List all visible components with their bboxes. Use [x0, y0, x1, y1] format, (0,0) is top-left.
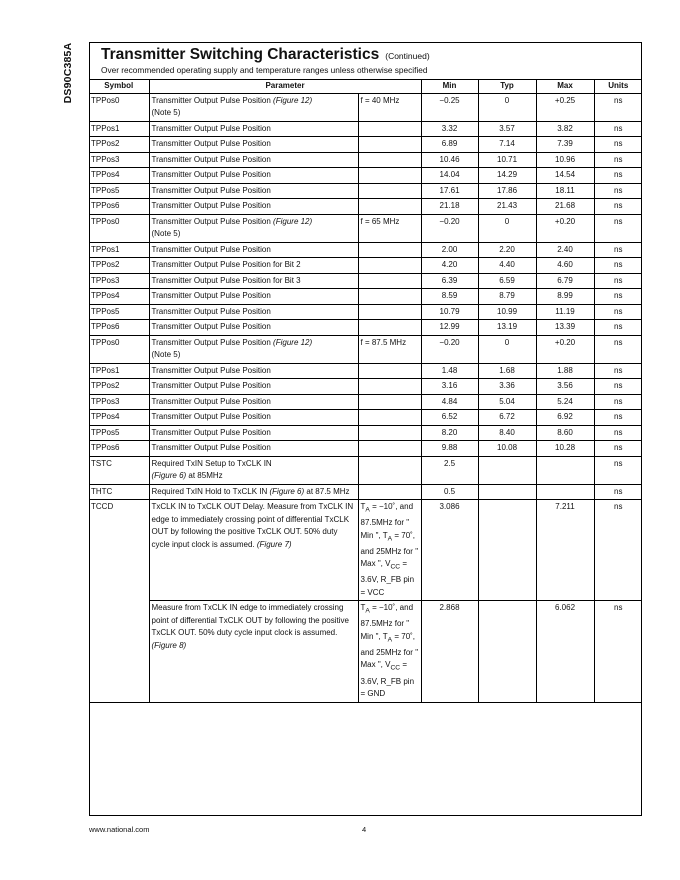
param-text: Transmitter Output Pulse Position — [151, 139, 271, 148]
symbol-cell: TPPos0 — [89, 214, 149, 242]
symbol-cell: TPPos3 — [89, 394, 149, 410]
note-ref: (Note 5) — [151, 350, 181, 359]
symbol-cell: TPPos2 — [89, 258, 149, 274]
condition-cell — [358, 183, 421, 199]
parameter-cell — [149, 289, 358, 305]
condition-cell — [358, 289, 421, 305]
parameter-cell — [149, 304, 358, 320]
figure-ref: (Figure 12) — [273, 216, 313, 226]
symbol-cell: TPPos6 — [89, 320, 149, 336]
max-cell: 6.79 — [536, 273, 594, 289]
min-cell: 2.868 — [421, 601, 478, 702]
units-cell: ns — [594, 363, 642, 379]
note-ref: (Note 5) — [151, 108, 181, 117]
typ-cell: 13.19 — [478, 320, 536, 336]
symbol-cell: TPPos0 — [89, 93, 149, 121]
typ-cell: 17.86 — [478, 183, 536, 199]
min-cell: −0.20 — [421, 335, 478, 363]
parameter-cell — [149, 93, 358, 121]
footer-page-number: 4 — [362, 825, 367, 834]
min-cell: 1.48 — [421, 363, 478, 379]
param-tail: at 85MHz — [186, 471, 223, 480]
parameter-cell — [149, 601, 358, 702]
title-text: Transmitter Switching Characteristics — [101, 46, 380, 63]
table-row-thtc — [89, 484, 642, 500]
condition-cell — [358, 273, 421, 289]
param-text: Transmitter Output Pulse Position — [151, 244, 271, 254]
units-cell: ns — [594, 214, 642, 242]
max-cell: 14.54 — [536, 168, 594, 184]
condition-cell: f = 87.5 MHz — [358, 335, 421, 363]
max-cell: +0.25 — [536, 93, 594, 121]
symbol-cell: TPPos5 — [89, 425, 149, 441]
min-cell: 3.086 — [421, 500, 478, 601]
parameter-cell — [149, 379, 358, 395]
param-text: Transmitter Output Pulse Position — [151, 412, 271, 421]
typ-cell: 0 — [478, 214, 536, 242]
units-cell: ns — [594, 320, 642, 336]
min-cell: 12.99 — [421, 320, 478, 336]
table-row — [89, 93, 642, 121]
cond-tail: = 3.6V, R_FB pin = GND — [360, 660, 415, 699]
param-text: Required TxIN Setup to TxCLK IN — [151, 458, 272, 468]
typ-cell: 21.43 — [478, 199, 536, 215]
parameter-cell — [149, 441, 358, 457]
parameter-cell — [149, 320, 358, 336]
parameter-cell — [149, 168, 358, 184]
table-row — [89, 137, 642, 153]
symbol-cell: TPPos6 — [89, 441, 149, 457]
header-max: Max — [536, 80, 594, 94]
condition-cell — [358, 121, 421, 137]
min-cell: 4.20 — [421, 258, 478, 274]
max-cell: 8.99 — [536, 289, 594, 305]
max-cell: 21.68 — [536, 199, 594, 215]
max-cell: 7.39 — [536, 137, 594, 153]
max-cell: +0.20 — [536, 214, 594, 242]
param-tail: at 87.5 MHz — [304, 486, 350, 496]
cond-ta-max: = 70˚, and 25MHz for " Max ", V — [360, 631, 419, 670]
table-row-tccd-1 — [89, 500, 642, 601]
header-units: Units — [594, 80, 642, 94]
condition-cell — [358, 258, 421, 274]
units-cell: ns — [594, 93, 642, 121]
header-symbol: Symbol — [89, 80, 149, 94]
param-text: Transmitter Output Pulse Position — [151, 337, 271, 347]
symbol-cell: THTC — [89, 484, 149, 500]
units-cell: ns — [594, 425, 642, 441]
typ-cell: 6.59 — [478, 273, 536, 289]
max-cell — [536, 484, 594, 500]
param-text: Transmitter Output Pulse Position — [151, 365, 271, 375]
table-row — [89, 168, 642, 184]
min-cell: 4.84 — [421, 394, 478, 410]
cond-tail: = 3.6V, R_FB pin = VCC — [360, 559, 415, 597]
parameter-cell — [149, 456, 358, 484]
max-cell: 4.60 — [536, 258, 594, 274]
max-cell: 18.11 — [536, 183, 594, 199]
param-text: TxCLK IN to TxCLK OUT Delay. Measure from TxCLK IN edge to immediately crossing point of differential TxCLK OUT by following the positive TxCLK OUT. 50% duty cycle input clock is assumed. — [151, 502, 354, 549]
table-row — [89, 363, 642, 379]
condition-cell: f = 65 MHz — [358, 214, 421, 242]
parameter-cell — [149, 500, 358, 601]
symbol-cell: TPPos5 — [89, 183, 149, 199]
parameter-cell — [149, 484, 358, 500]
table-row — [89, 410, 642, 426]
min-cell: 6.89 — [421, 137, 478, 153]
units-cell: ns — [594, 500, 642, 601]
typ-cell: 10.08 — [478, 441, 536, 457]
cond-vcc-sub: CC — [390, 665, 401, 673]
symbol-cell: TPPos3 — [89, 152, 149, 168]
param-text: Transmitter Output Pulse Position — [151, 95, 271, 105]
min-cell: 3.32 — [421, 121, 478, 137]
cond-min-freq: and 87.5MHz for " Min ", — [360, 502, 414, 540]
condition-cell — [358, 152, 421, 168]
max-cell — [536, 456, 594, 484]
param-text: Transmitter Output Pulse Position — [151, 322, 271, 331]
min-cell: 3.16 — [421, 379, 478, 395]
symbol-cell: TPPos3 — [89, 273, 149, 289]
figure-ref: (Figure 6) — [269, 486, 305, 496]
typ-cell: 3.57 — [478, 121, 536, 137]
max-cell: 2.40 — [536, 242, 594, 258]
typ-cell — [478, 456, 536, 484]
condition-cell — [358, 320, 421, 336]
condition-cell: f = 40 MHz — [358, 93, 421, 121]
parameter-cell — [149, 242, 358, 258]
param-text: Transmitter Output Pulse Position — [151, 306, 271, 316]
symbol-cell: TPPos4 — [89, 289, 149, 305]
table-row — [89, 335, 642, 363]
symbol-cell: TPPos0 — [89, 335, 149, 363]
max-cell: 10.28 — [536, 441, 594, 457]
max-cell: 10.96 — [536, 152, 594, 168]
table-row-tstc — [89, 456, 642, 484]
min-cell: 6.39 — [421, 273, 478, 289]
typ-cell: 8.79 — [478, 289, 536, 305]
cond-ta-min: = −10˚, — [372, 603, 398, 613]
max-cell: 5.24 — [536, 394, 594, 410]
units-cell: ns — [594, 379, 642, 395]
table-row — [89, 289, 642, 305]
part-number-text: DS90C385A — [62, 42, 74, 104]
table-row — [89, 441, 642, 457]
cond-vcc-sub: CC — [390, 563, 401, 571]
max-cell: 1.88 — [536, 363, 594, 379]
symbol-cell: TPPos4 — [89, 168, 149, 184]
page-title — [101, 46, 430, 64]
condition-cell — [358, 410, 421, 426]
param-text: Required TxIN Hold to TxCLK IN — [151, 486, 270, 496]
note-ref: (Note 5) — [151, 229, 181, 238]
units-cell: ns — [594, 289, 642, 305]
typ-cell: 10.99 — [478, 304, 536, 320]
units-cell: ns — [594, 304, 642, 320]
units-cell: ns — [594, 121, 642, 137]
param-text: Transmitter Output Pulse Position — [151, 443, 271, 452]
parameter-cell — [149, 273, 358, 289]
figure-ref: (Figure 7) — [256, 539, 292, 549]
min-cell: 10.79 — [421, 304, 478, 320]
param-text: Transmitter Output Pulse Position for Bit 2 — [151, 260, 301, 269]
condition-cell — [358, 456, 421, 484]
typ-cell: 4.40 — [478, 258, 536, 274]
table-row — [89, 304, 642, 320]
parameter-cell — [149, 425, 358, 441]
min-cell: 8.59 — [421, 289, 478, 305]
typ-cell: 14.29 — [478, 168, 536, 184]
header-min: Min — [421, 80, 478, 94]
condition-cell — [358, 484, 421, 500]
units-cell: ns — [594, 394, 642, 410]
parameter-cell — [149, 394, 358, 410]
table-header-row — [89, 80, 642, 94]
figure-ref: (Figure 6) — [151, 471, 187, 480]
max-cell: 3.56 — [536, 379, 594, 395]
min-cell: 8.20 — [421, 425, 478, 441]
typ-cell: 6.72 — [478, 410, 536, 426]
max-cell: 6.062 — [536, 601, 594, 702]
table-row — [89, 320, 642, 336]
max-cell: 3.82 — [536, 121, 594, 137]
min-cell: 0.5 — [421, 484, 478, 500]
typ-cell: 10.71 — [478, 152, 536, 168]
parameter-cell — [149, 335, 358, 363]
typ-cell: 0 — [478, 93, 536, 121]
condition-cell — [358, 379, 421, 395]
symbol-cell: TPPos1 — [89, 363, 149, 379]
min-cell: 6.52 — [421, 410, 478, 426]
condition-cell — [358, 168, 421, 184]
table-row — [89, 394, 642, 410]
symbol-cell: TPPos2 — [89, 379, 149, 395]
condition-cell — [358, 199, 421, 215]
parameter-cell — [149, 183, 358, 199]
symbol-cell: TCCD — [89, 500, 149, 703]
param-text: Transmitter Output Pulse Position — [151, 396, 271, 406]
timing-rows — [89, 456, 642, 702]
param-text: Measure from TxCLK IN edge to immediately crossing point of differential TxCLK OUT by following the positive TxCLK OUT. 50% duty cycle input clock is assumed. — [151, 603, 349, 638]
table-row — [89, 258, 642, 274]
condition-cell — [358, 425, 421, 441]
param-text: Transmitter Output Pulse Position — [151, 201, 271, 210]
typ-cell: 7.14 — [478, 137, 536, 153]
header-typ: Typ — [478, 80, 536, 94]
typ-cell: 8.40 — [478, 425, 536, 441]
min-cell: 17.61 — [421, 183, 478, 199]
parameter-cell — [149, 121, 358, 137]
parameter-cell — [149, 137, 358, 153]
min-cell: 9.88 — [421, 441, 478, 457]
condition-cell: $T_A$ = −10˚, and 87.5MHz for " Min ", $T_A$ = 70˚, and 25MHz for " Max ", $V_{CC} = 3.6V$, R_FB pin = VCC — [358, 500, 421, 601]
units-cell: ns — [594, 601, 642, 702]
parameter-cell — [149, 152, 358, 168]
figure-ref: (Figure 8) — [151, 640, 187, 650]
min-cell: 14.04 — [421, 168, 478, 184]
symbol-cell: TPPos6 — [89, 199, 149, 215]
units-cell: ns — [594, 242, 642, 258]
param-text: Transmitter Output Pulse Position for Bit 3 — [151, 275, 301, 285]
param-text: Transmitter Output Pulse Position — [151, 216, 271, 226]
units-cell: ns — [594, 152, 642, 168]
parameter-cell — [149, 199, 358, 215]
typ-cell — [478, 601, 536, 702]
param-text: Transmitter Output Pulse Position — [151, 170, 271, 179]
max-cell: 7.211 — [536, 500, 594, 601]
param-text: Transmitter Output Pulse Position — [151, 291, 271, 300]
title-suffix: (Continued) — [385, 51, 430, 61]
units-cell: ns — [594, 335, 642, 363]
table-row — [89, 152, 642, 168]
max-cell: 8.60 — [536, 425, 594, 441]
typ-cell: 2.20 — [478, 242, 536, 258]
table-row — [89, 121, 642, 137]
param-text: Transmitter Output Pulse Position — [151, 427, 271, 437]
param-text: Transmitter Output Pulse Position — [151, 381, 271, 390]
min-cell: 2.5 — [421, 456, 478, 484]
table-row-tccd-2 — [89, 601, 642, 702]
conditions-subtitle: Over recommended operating supply and temperature ranges unless otherwise specified — [101, 65, 428, 75]
pulse-position-rows — [89, 93, 642, 456]
table-row — [89, 214, 642, 242]
units-cell: ns — [594, 183, 642, 199]
units-cell: ns — [594, 137, 642, 153]
units-cell: ns — [594, 441, 642, 457]
symbol-cell: TPPos2 — [89, 137, 149, 153]
max-cell: +0.20 — [536, 335, 594, 363]
condition-cell — [358, 363, 421, 379]
min-cell: 21.18 — [421, 199, 478, 215]
table-row — [89, 199, 642, 215]
min-cell: 10.46 — [421, 152, 478, 168]
param-text: Transmitter Output Pulse Position — [151, 123, 271, 133]
figure-ref: (Figure 12) — [273, 95, 313, 105]
units-cell: ns — [594, 273, 642, 289]
min-cell: 2.00 — [421, 242, 478, 258]
param-text: Transmitter Output Pulse Position — [151, 154, 271, 164]
table-row — [89, 425, 642, 441]
condition-cell — [358, 441, 421, 457]
symbol-cell: TPPos1 — [89, 121, 149, 137]
cond-min-freq: and 87.5MHz for " Min ", — [360, 603, 414, 641]
typ-cell: 0 — [478, 335, 536, 363]
condition-cell — [358, 242, 421, 258]
typ-cell — [478, 484, 536, 500]
condition-cell: $T_A$ = −10˚, and 87.5MHz for " Min ", $T_A$ = 70˚, and 25MHz for " Max ", $V_{CC} = 3.6V$, R_FB pin = GND — [358, 601, 421, 702]
cond-ta-min: = −10˚, — [372, 502, 398, 511]
units-cell: ns — [594, 199, 642, 215]
units-cell: ns — [594, 410, 642, 426]
units-cell: ns — [594, 258, 642, 274]
condition-cell — [358, 304, 421, 320]
typ-cell: 5.04 — [478, 394, 536, 410]
units-cell: ns — [594, 484, 642, 500]
symbol-cell: TSTC — [89, 456, 149, 484]
figure-ref: (Figure 12) — [273, 337, 313, 347]
switching-characteristics-table — [89, 79, 642, 703]
cond-ta-max: = 70˚, and 25MHz for " Max ", V — [360, 530, 419, 569]
param-text: Transmitter Output Pulse Position — [151, 185, 271, 195]
part-number-side-label — [58, 38, 78, 108]
condition-cell — [358, 137, 421, 153]
condition-cell — [358, 394, 421, 410]
symbol-cell: TPPos4 — [89, 410, 149, 426]
max-cell: 11.19 — [536, 304, 594, 320]
table-row — [89, 379, 642, 395]
parameter-cell — [149, 363, 358, 379]
units-cell: ns — [594, 456, 642, 484]
symbol-cell: TPPos1 — [89, 242, 149, 258]
min-cell: −0.20 — [421, 214, 478, 242]
units-cell: ns — [594, 168, 642, 184]
header-parameter: Parameter — [149, 80, 421, 94]
table-row — [89, 242, 642, 258]
max-cell: 13.39 — [536, 320, 594, 336]
parameter-cell — [149, 214, 358, 242]
min-cell: −0.25 — [421, 93, 478, 121]
parameter-cell — [149, 258, 358, 274]
typ-cell — [478, 500, 536, 601]
footer-website: www.national.com — [89, 825, 150, 834]
max-cell: 6.92 — [536, 410, 594, 426]
table-row — [89, 183, 642, 199]
typ-cell: 3.36 — [478, 379, 536, 395]
parameter-cell — [149, 410, 358, 426]
typ-cell: 1.68 — [478, 363, 536, 379]
table-row — [89, 273, 642, 289]
symbol-cell: TPPos5 — [89, 304, 149, 320]
